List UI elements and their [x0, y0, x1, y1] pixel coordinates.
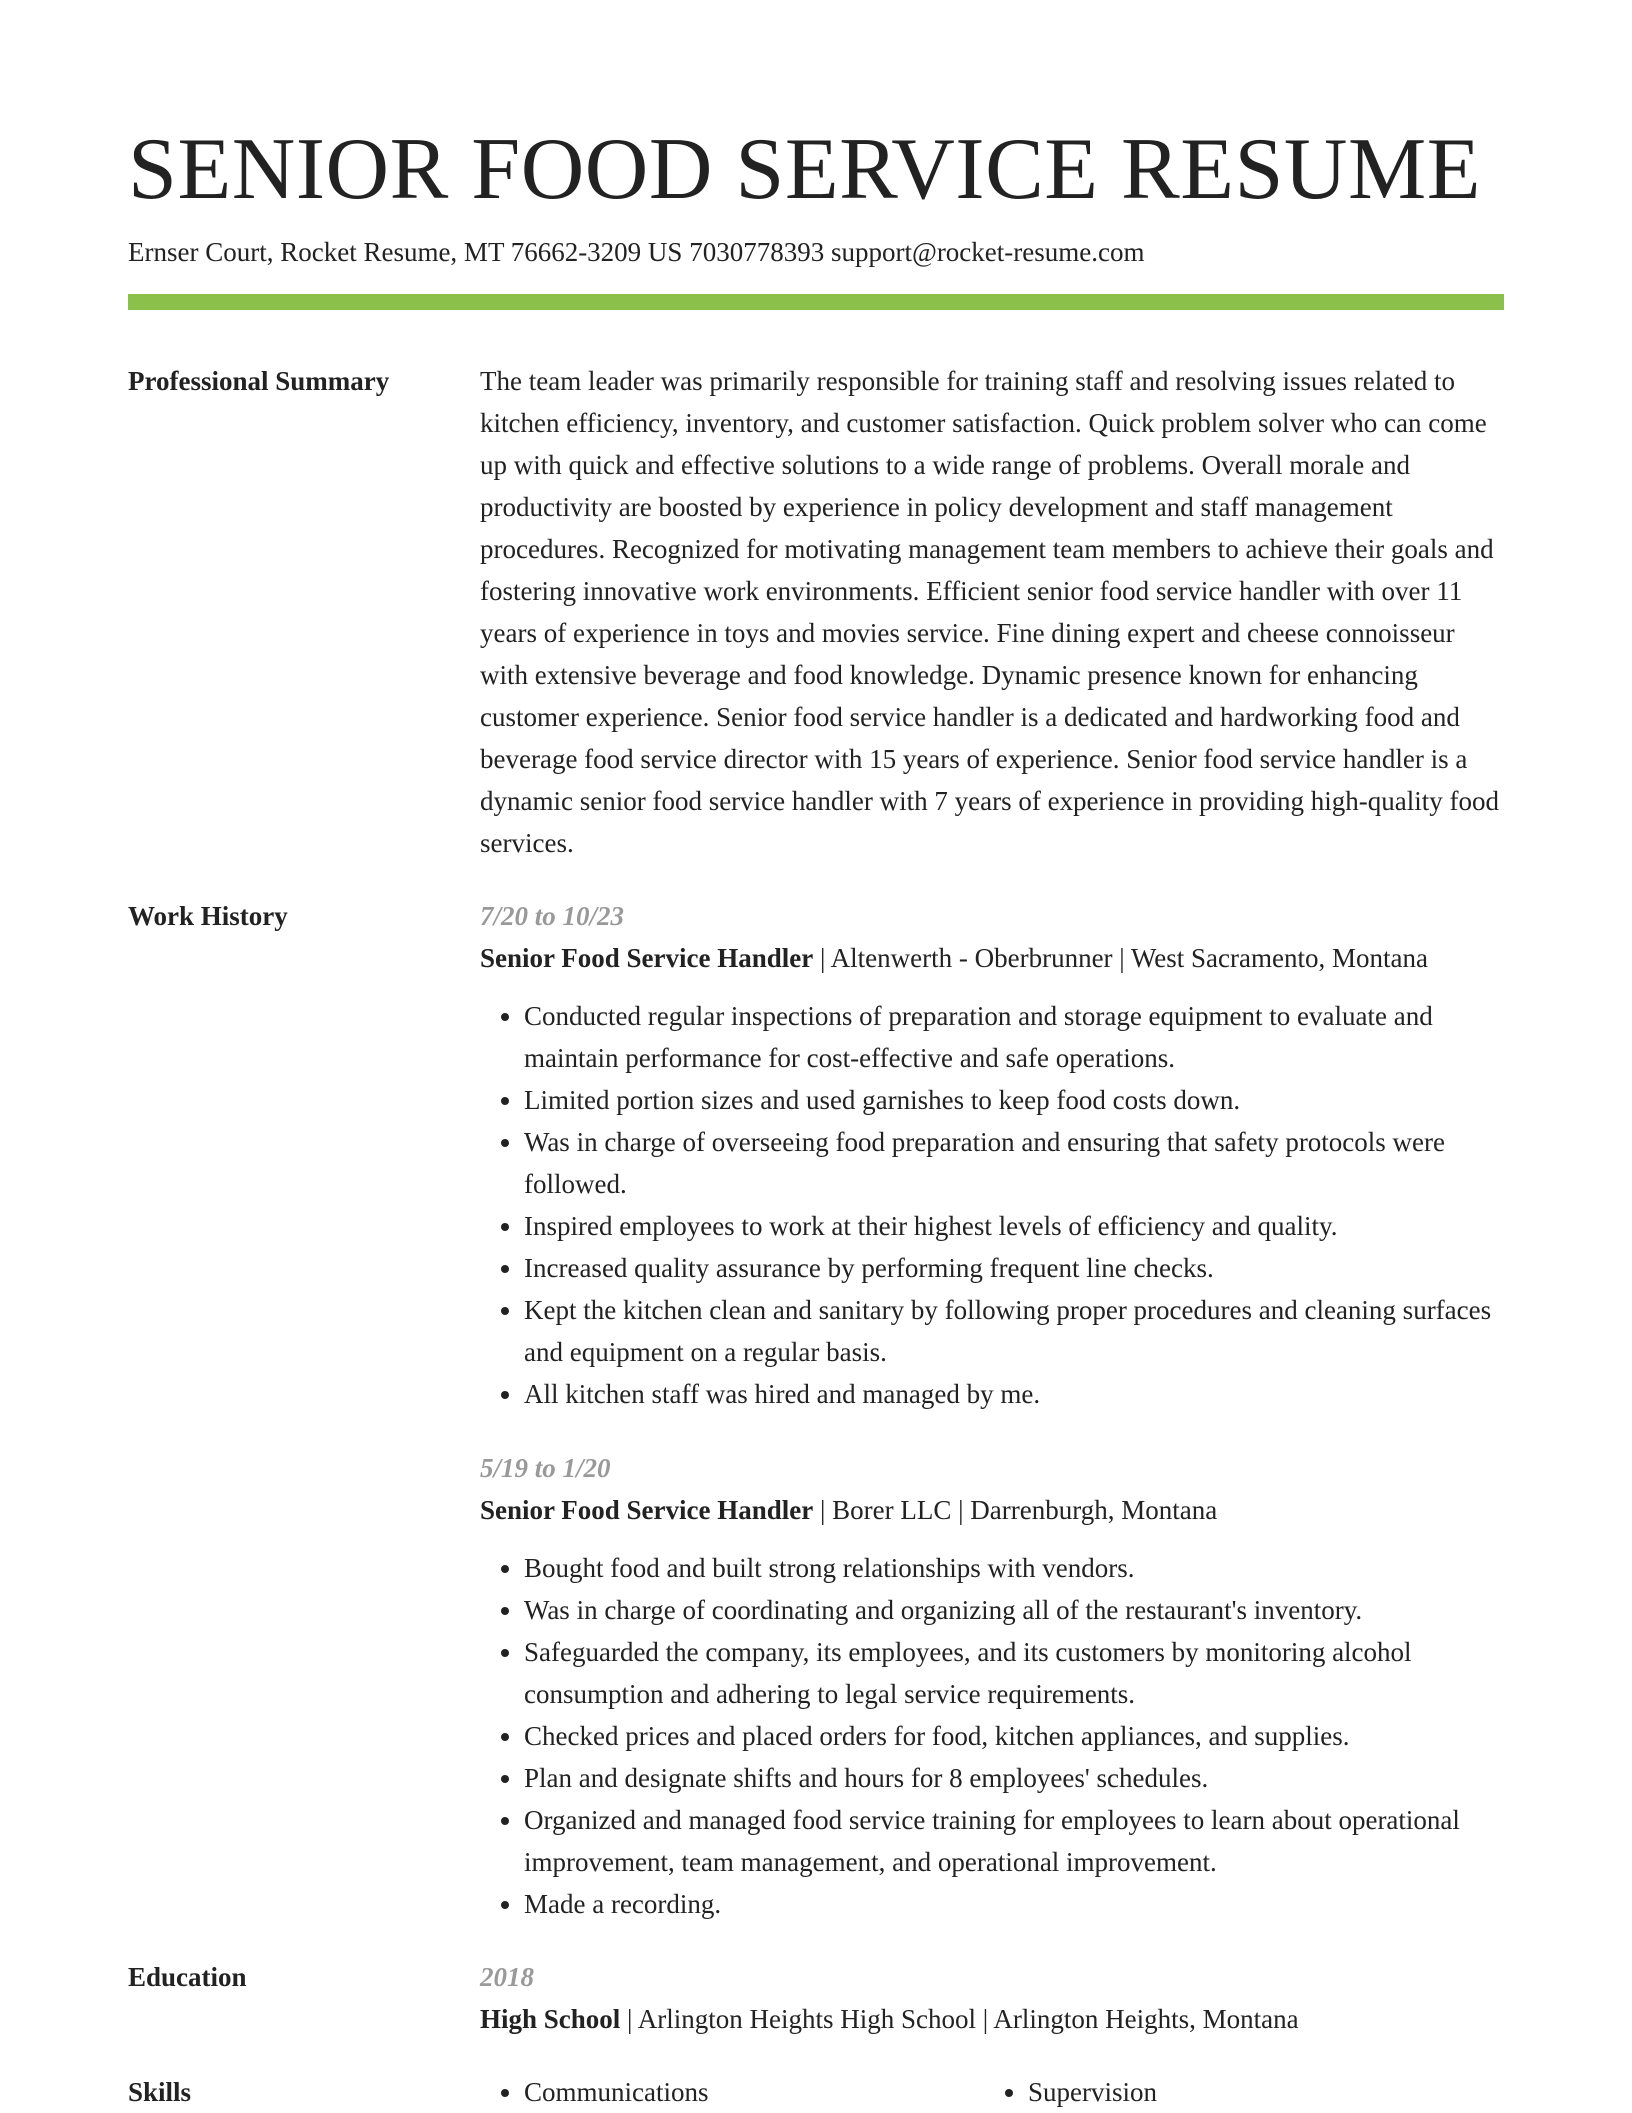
list-item: • Plan and designate shifts and hours for 8 employees' schedules. [524, 1757, 1504, 1799]
summary-body [480, 360, 1504, 864]
list-item: • Kept the kitchen clean and sanitary by following proper procedures and cleaning surfaces and equipment on a regular basis. [524, 1289, 1504, 1373]
list-item: • Checked prices and placed orders for food, kitchen appliances, and supplies. [524, 1715, 1504, 1757]
list-item: • Increased quality assurance by performing frequent line checks. [524, 1247, 1504, 1289]
skills-column-right [984, 2071, 1488, 2113]
education-heading [480, 1998, 1504, 2040]
education-details: | Arlington Heights High School | Arlington Heights, Montana [620, 2004, 1299, 2034]
education-body [480, 1956, 1504, 2040]
skills-column-left [480, 2071, 984, 2113]
job-heading [480, 937, 1504, 979]
job-details: | Borer LLC | Darrenburgh, Montana [813, 1495, 1218, 1525]
education-label: Education [128, 1962, 247, 1992]
contact-line: Ernser Court, Rocket Resume, MT 76662-3209 US 7030778393 support@rocket-resume.com [128, 237, 1145, 267]
job-title: Senior Food Service Handler [480, 1495, 814, 1525]
work-history-label: Work History [128, 901, 288, 931]
job-details: | Altenwerth - Oberbrunner | West Sacramento, Montana [813, 943, 1428, 973]
skills-body [480, 2071, 1504, 2113]
job-bullets [480, 1547, 1504, 1925]
skills-section [128, 2071, 1504, 2113]
job-entry [480, 895, 1504, 1415]
job-bullets [480, 995, 1504, 1415]
education-degree: High School [480, 2004, 621, 2034]
list-item: • All kitchen staff was hired and managed by me. [524, 1373, 1504, 1415]
skill-item: • Communications [524, 2071, 984, 2113]
job-dates: 5/19 to 1/20 [480, 1453, 611, 1483]
skills-grid [480, 2071, 1504, 2113]
list-item: • Limited portion sizes and used garnishes to keep food costs down. [524, 1079, 1504, 1121]
list-item: • Organized and managed food service training for employees to learn about operational improvement, team management, and operational improvement. [524, 1799, 1504, 1883]
work-history-body [480, 895, 1504, 1925]
job-title: Senior Food Service Handler [480, 943, 814, 973]
summary-label: Professional Summary [128, 366, 390, 396]
list-item: • Was in charge of overseeing food preparation and ensuring that safety protocols were followed. [524, 1121, 1504, 1205]
summary-text: The team leader was primarily responsible for training staff and resolving issues related to kitchen efficiency, inventory, and customer satisfaction. Quick problem solver who can come up with quick and effective solutions to a wide range of problems. Overall morale and productivity are boosted by experience in policy development and staff management procedures. Recognized for motivating management team members to achieve their goals and fostering innovative work environments. Efficient senior food service handler with over 11 years of experience in toys and movies service. Fine dining expert and cheese connoisseur with extensive beverage and food knowledge. Dynamic presence known for enhancing customer experience. Senior food service handler is a dedicated and hardworking food and beverage food service director with 15 years of experience. Senior food service handler is a dynamic senior food service handler with 7 years of experience in providing high-quality food services. [480, 366, 1499, 858]
list-item: • Bought food and built strong relationships with vendors. [524, 1547, 1504, 1589]
list-item: • Made a recording. [524, 1883, 1504, 1925]
education-date: 2018 [480, 1962, 534, 1992]
list-item: • Conducted regular inspections of preparation and storage equipment to evaluate and maintain performance for cost-effective and safe operations. [524, 995, 1504, 1079]
list-item: • Inspired employees to work at their highest levels of efficiency and quality. [524, 1205, 1504, 1247]
job-entry [480, 1447, 1504, 1925]
list-item: • Was in charge of coordinating and organizing all of the restaurant's inventory. [524, 1589, 1504, 1631]
skill-item: • Supervision [1028, 2071, 1488, 2113]
resume-page [128, 118, 1504, 2113]
job-dates: 7/20 to 10/23 [480, 901, 625, 931]
accent-divider [128, 294, 1504, 310]
summary-section [128, 360, 1504, 864]
list-item: • Safeguarded the company, its employees, and its customers by monitoring alcohol consumption and adhering to legal service requirements. [524, 1631, 1504, 1715]
work-history-section [128, 895, 1504, 1925]
resume-title: SENIOR FOOD SERVICE RESUME [128, 121, 1481, 218]
skills-label: Skills [128, 2077, 192, 2107]
job-heading [480, 1489, 1504, 1531]
education-section [128, 1956, 1504, 2040]
